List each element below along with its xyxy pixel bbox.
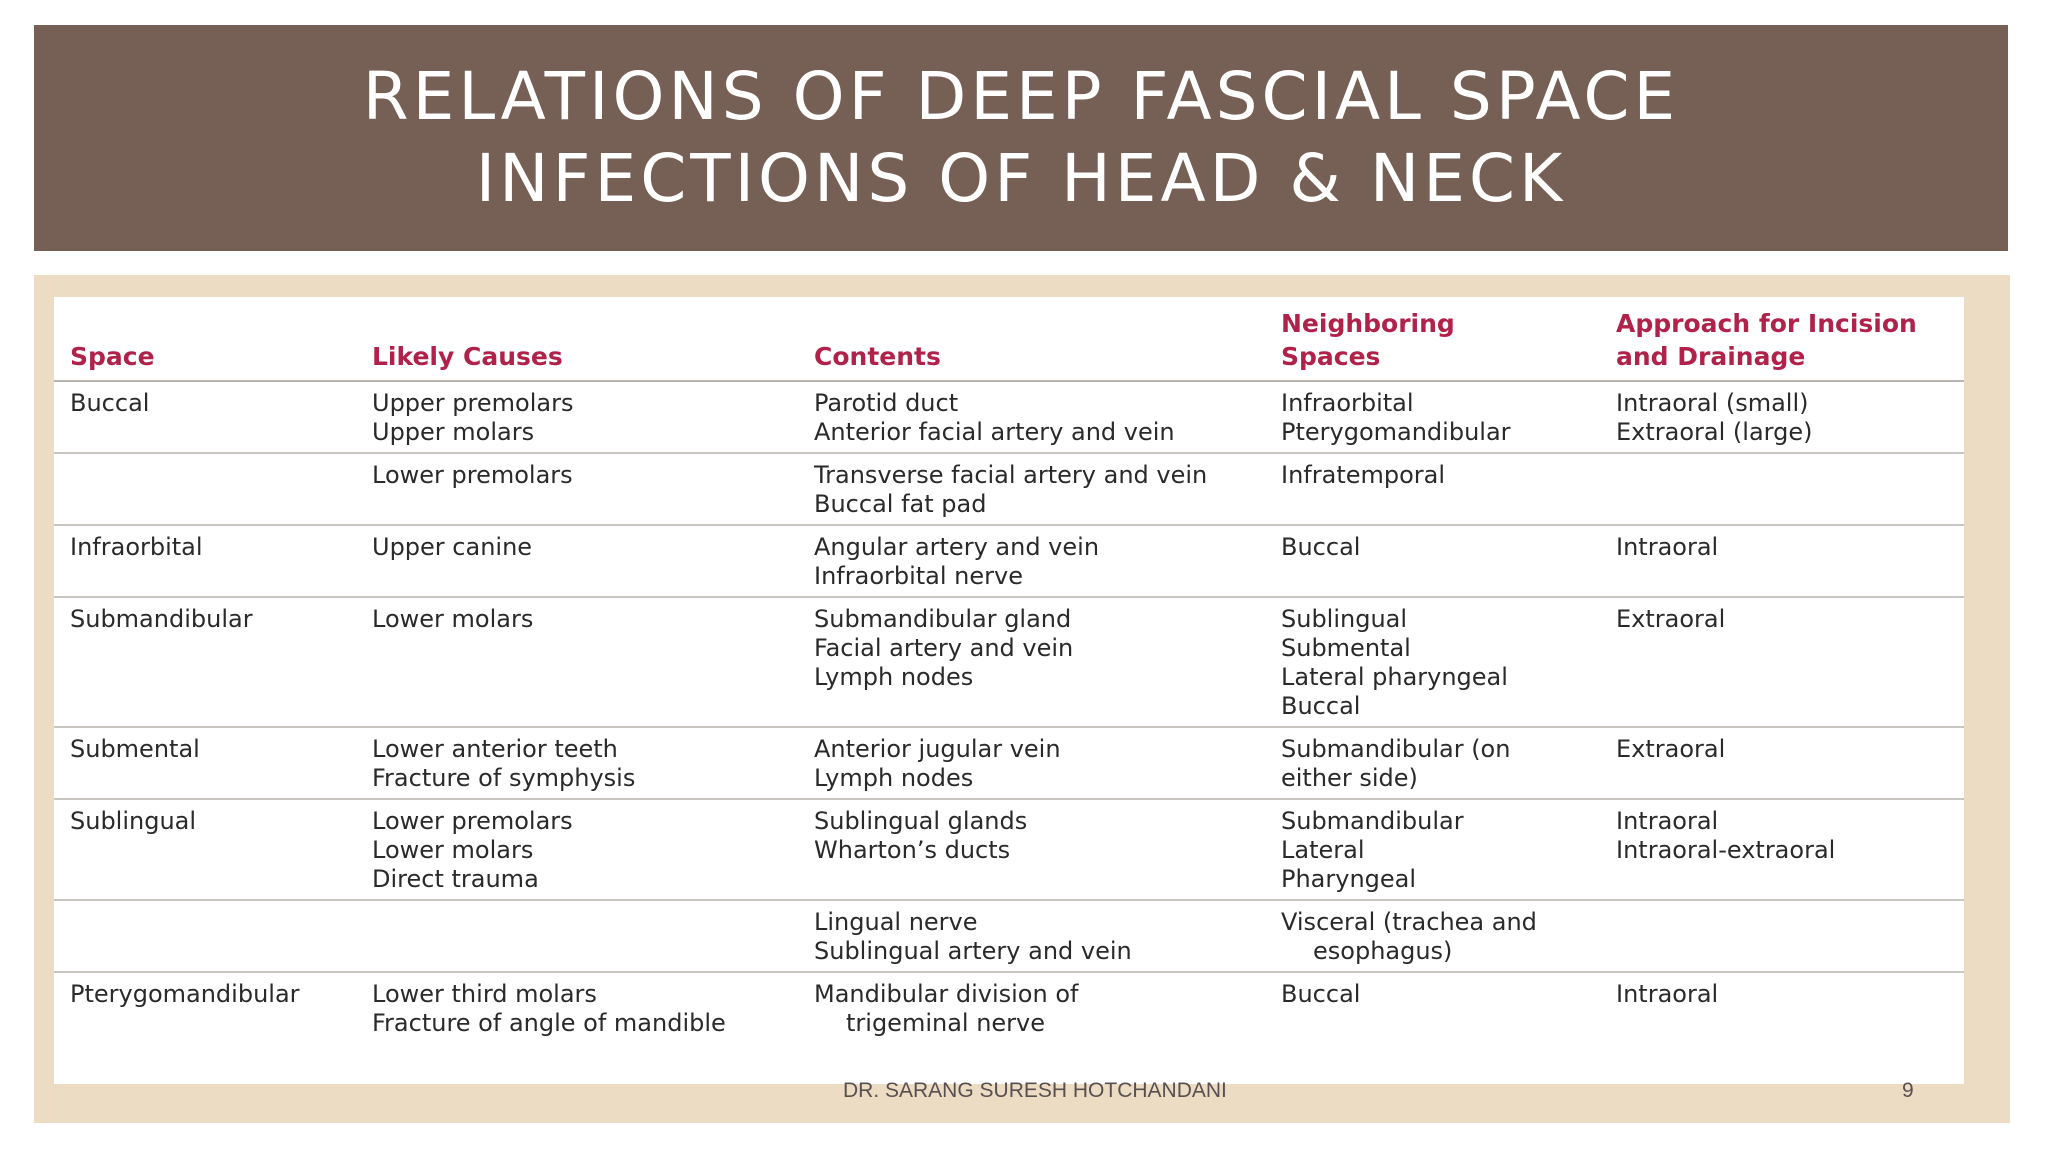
cell-line: Submandibular gland xyxy=(814,605,1072,633)
cell-neighboring-spaces xyxy=(1265,900,1600,972)
cell-line: Upper molars xyxy=(372,418,535,446)
cell-contents xyxy=(798,799,1265,900)
header-line: Spaces xyxy=(1281,342,1381,371)
header-line: Approach for Incision xyxy=(1616,309,1917,338)
cell-line: Infraorbital nerve xyxy=(814,562,1023,590)
cell-approach xyxy=(1600,799,1964,900)
cell-contents xyxy=(798,525,1265,597)
cell-line: Buccal fat pad xyxy=(814,490,987,518)
cell-likely-causes xyxy=(356,381,798,453)
cell-line: Wharton’s ducts xyxy=(814,836,1011,864)
cell-line: Angular artery and vein xyxy=(814,533,1100,561)
fascial-space-table-card xyxy=(54,297,1964,1084)
table-row xyxy=(54,900,1964,972)
cell-line: Anterior jugular vein xyxy=(814,735,1061,763)
cell-line: Parotid duct xyxy=(814,389,959,417)
cell-space xyxy=(54,597,356,727)
cell-line: Lower molars xyxy=(372,605,534,633)
cell-line: Infratemporal xyxy=(1281,461,1446,489)
header-neighboring-spaces xyxy=(1265,297,1600,381)
cell-line: Lymph nodes xyxy=(814,764,974,792)
cell-space xyxy=(54,381,356,453)
cell-contents xyxy=(798,900,1265,972)
cell-line: Pharyngeal xyxy=(1281,865,1417,893)
cell-line: Intraoral-extraoral xyxy=(1616,836,1836,864)
cell-approach xyxy=(1600,972,1964,1043)
cell-line: Lower third molars xyxy=(372,980,597,1008)
title-bar xyxy=(34,25,2008,251)
table-row xyxy=(54,381,1964,453)
cell-space xyxy=(54,972,356,1043)
cell-line: Buccal xyxy=(1281,692,1361,720)
cell-approach xyxy=(1600,900,1964,972)
cell-line: Extraoral xyxy=(1616,605,1726,633)
fascial-space-table xyxy=(54,297,1964,1043)
cell-approach xyxy=(1600,525,1964,597)
table-row xyxy=(54,453,1964,525)
cell-line: Lower molars xyxy=(372,836,534,864)
cell-approach xyxy=(1600,597,1964,727)
cell-neighboring-spaces xyxy=(1265,525,1600,597)
cell-line: Upper premolars xyxy=(372,389,574,417)
cell-approach xyxy=(1600,381,1964,453)
cell-line: Submandibular xyxy=(70,605,253,633)
cell-line: Sublingual xyxy=(1281,605,1408,633)
cell-line: Submental xyxy=(1281,634,1411,662)
cell-space xyxy=(54,453,356,525)
cell-approach xyxy=(1600,727,1964,799)
cell-approach xyxy=(1600,453,1964,525)
table-row xyxy=(54,972,1964,1043)
cell-space xyxy=(54,900,356,972)
cell-line: Buccal xyxy=(1281,533,1361,561)
cell-line: Upper canine xyxy=(372,533,533,561)
cell-line: Sublingual xyxy=(70,807,197,835)
page-number: 9 xyxy=(1902,1079,1914,1102)
cell-line: Lower premolars xyxy=(372,807,573,835)
cell-neighboring-spaces xyxy=(1265,972,1600,1043)
cell-line: Infraorbital xyxy=(70,533,203,561)
content-frame xyxy=(34,275,2010,1123)
cell-likely-causes xyxy=(356,727,798,799)
table-row xyxy=(54,799,1964,900)
cell-line: Lower premolars xyxy=(372,461,573,489)
cell-neighboring-spaces xyxy=(1265,799,1600,900)
header-likely-causes xyxy=(356,297,798,381)
cell-likely-causes xyxy=(356,525,798,597)
header-line: Neighboring xyxy=(1281,309,1455,338)
slide-title-line-2: INFECTIONS OF HEAD & NECK xyxy=(475,140,1567,217)
cell-line: Lingual nerve xyxy=(814,908,978,936)
cell-space xyxy=(54,799,356,900)
cell-line: Intraoral xyxy=(1616,533,1719,561)
cell-line: Submental xyxy=(70,735,200,763)
cell-line: Visceral (trachea and xyxy=(1281,908,1537,936)
cell-line: Lateral pharyngeal xyxy=(1281,663,1508,691)
cell-contents xyxy=(798,727,1265,799)
header-line: and Drainage xyxy=(1616,342,1806,371)
cell-contents xyxy=(798,381,1265,453)
cell-line: Intraoral xyxy=(1616,807,1719,835)
cell-likely-causes xyxy=(356,799,798,900)
cell-likely-causes xyxy=(356,900,798,972)
cell-line: Extraoral xyxy=(1616,735,1726,763)
cell-contents xyxy=(798,597,1265,727)
footer-author: DR. SARANG SURESH HOTCHANDANI xyxy=(843,1079,1227,1102)
cell-line: Pterygomandibular xyxy=(1281,418,1511,446)
header-line: Contents xyxy=(814,342,941,371)
cell-line: Fracture of angle of mandible xyxy=(372,1009,726,1037)
cell-line: Direct trauma xyxy=(372,865,539,893)
table-row xyxy=(54,727,1964,799)
cell-line: either side) xyxy=(1281,764,1418,792)
cell-contents xyxy=(798,453,1265,525)
header-space xyxy=(54,297,356,381)
cell-likely-causes xyxy=(356,453,798,525)
cell-likely-causes xyxy=(356,597,798,727)
header-approach xyxy=(1600,297,1964,381)
table-row xyxy=(54,597,1964,727)
header-contents xyxy=(798,297,1265,381)
cell-line: Lower anterior teeth xyxy=(372,735,618,763)
table-header-row xyxy=(54,297,1964,381)
cell-contents xyxy=(798,972,1265,1043)
cell-line: Mandibular division of xyxy=(814,980,1079,1008)
cell-line: Facial artery and vein xyxy=(814,634,1074,662)
header-line: Likely Causes xyxy=(372,342,563,371)
cell-neighboring-spaces xyxy=(1265,597,1600,727)
cell-line: Intraoral (small) xyxy=(1616,389,1809,417)
cell-line: Sublingual glands xyxy=(814,807,1028,835)
header-line: Space xyxy=(70,342,155,371)
cell-line: Pterygomandibular xyxy=(70,980,300,1008)
slide-title-line-1: RELATIONS OF DEEP FASCIAL SPACE xyxy=(362,58,1680,135)
table-body xyxy=(54,381,1964,1043)
cell-line: Lateral xyxy=(1281,836,1365,864)
cell-space xyxy=(54,525,356,597)
cell-neighboring-spaces xyxy=(1265,381,1600,453)
cell-line: Buccal xyxy=(70,389,150,417)
cell-line: Extraoral (large) xyxy=(1616,418,1813,446)
cell-likely-causes xyxy=(356,972,798,1043)
cell-neighboring-spaces xyxy=(1265,727,1600,799)
cell-line: Sublingual artery and vein xyxy=(814,937,1132,965)
cell-space xyxy=(54,727,356,799)
cell-line: Lymph nodes xyxy=(814,663,974,691)
table-row xyxy=(54,525,1964,597)
cell-line: Submandibular (on xyxy=(1281,735,1511,763)
cell-line: Submandibular xyxy=(1281,807,1464,835)
cell-line: Infraorbital xyxy=(1281,389,1414,417)
cell-line: esophagus) xyxy=(1313,937,1453,965)
cell-line: Intraoral xyxy=(1616,980,1719,1008)
cell-line: Fracture of symphysis xyxy=(372,764,636,792)
cell-neighboring-spaces xyxy=(1265,453,1600,525)
cell-line: trigeminal nerve xyxy=(846,1009,1046,1037)
cell-line: Buccal xyxy=(1281,980,1361,1008)
cell-line: Transverse facial artery and vein xyxy=(814,461,1208,489)
cell-line: Anterior facial artery and vein xyxy=(814,418,1175,446)
